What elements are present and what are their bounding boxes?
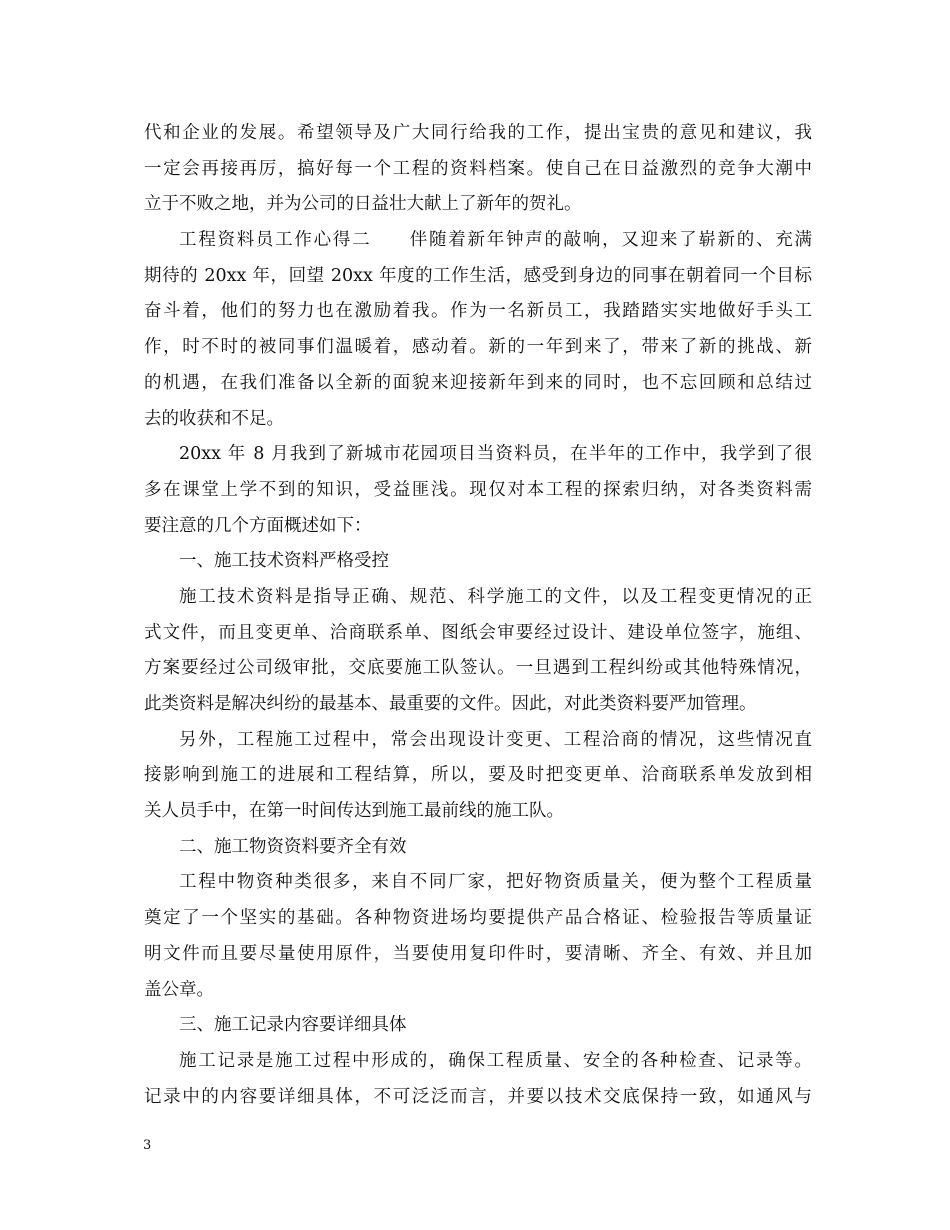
text-line: 奠定了一个坚实的基础。各种物资进场均要提供产品合格证、检验报告等质量证 bbox=[144, 908, 812, 929]
text-line: 立于不败之地，并为公司的日益壮大献上了新年的贺礼。 bbox=[144, 194, 582, 215]
text-line: 要注意的几个方面概述如下： bbox=[144, 515, 372, 536]
text-line: 一定会再接再厉，搞好每一个工程的资料档案。使自己在日益激烈的竞争大潮中 bbox=[144, 158, 812, 179]
section-heading: 三、施工记录内容要详细具体 bbox=[179, 1015, 407, 1036]
section-heading: 二、施工物资资料要齐全有效 bbox=[179, 836, 407, 857]
text-line: 代和企业的发展。希望领导及广大同行给我的工作，提出宝贵的意见和建议，我 bbox=[144, 123, 812, 143]
text-line: 另外，工程施工过程中，常会出现设计变更、工程洽商的情况，这些情况直 bbox=[179, 729, 812, 750]
text-line: 接影响到施工的进展和工程结算，所以，要及时把变更单、洽商联系单发放到相 bbox=[144, 765, 812, 786]
page-number: 3 bbox=[143, 1138, 152, 1153]
section-heading: 一、施工技术资料严格受控 bbox=[179, 551, 389, 572]
text-line: 关人员手中，在第一时间传达到施工最前线的施工队。 bbox=[144, 801, 564, 822]
section-heading-line: 工程资料员工作心得二 伴随着新年钟声的敲响，又迎来了崭新的、充满 bbox=[179, 230, 812, 251]
text-line: 作，时不时的被同事们温暖着，感动着。新的一年到来了，带来了新的挑战、新 bbox=[144, 337, 812, 358]
text-line: 期待的 20xx 年，回望 20xx 年度的工作生活，感受到身边的同事在朝着同一个目标 bbox=[144, 265, 812, 286]
text-line: 工程中物资种类很多，来自不同厂家，把好物资质量关，便为整个工程质量 bbox=[179, 872, 812, 893]
text-line: 盖公章。 bbox=[144, 979, 214, 1000]
text-line: 此类资料是解决纠纷的最基本、最重要的文件。因此，对此类资料要严加管理。 bbox=[144, 694, 757, 714]
text-line: 多在课堂上学不到的知识，受益匪浅。现仅对本工程的探索归纳，对各类资料需 bbox=[144, 479, 812, 500]
text-line: 去的收获和不足。 bbox=[144, 408, 284, 429]
text-line: 20xx 年 8 月我到了新城市花园项目当资料员，在半年的工作中，我学到了很 bbox=[179, 444, 812, 465]
text-line: 施工记录是施工过程中形成的，确保工程质量、安全的各种检查、记录等。 bbox=[179, 1050, 812, 1071]
text-line: 方案要经过公司级审批，交底要施工队签认。一旦遇到工程纠纷或其他特殊情况， bbox=[144, 658, 812, 679]
text-line: 的机遇，在我们准备以全新的面貌来迎接新年到来的同时，也不忘回顾和总结过 bbox=[144, 372, 812, 393]
body-text bbox=[144, 116, 812, 1115]
text-line: 式文件，而且变更单、洽商联系单、图纸会审要经过设计、建设单位签字，施组、 bbox=[144, 622, 812, 643]
text-line: 施工技术资料是指导正确、规范、科学施工的文件，以及工程变更情况的正 bbox=[179, 586, 812, 607]
text-line: 奋斗着，他们的努力也在激励着我。作为一名新员工，我踏踏实实地做好手头工 bbox=[144, 301, 812, 322]
text-line: 明文件而且要尽量使用原件，当要使用复印件时，要清晰、齐全、有效、并且加 bbox=[144, 943, 812, 964]
text-line: 记录中的内容要详细具体，不可泛泛而言，并要以技术交底保持一致，如通风与 bbox=[144, 1086, 812, 1107]
